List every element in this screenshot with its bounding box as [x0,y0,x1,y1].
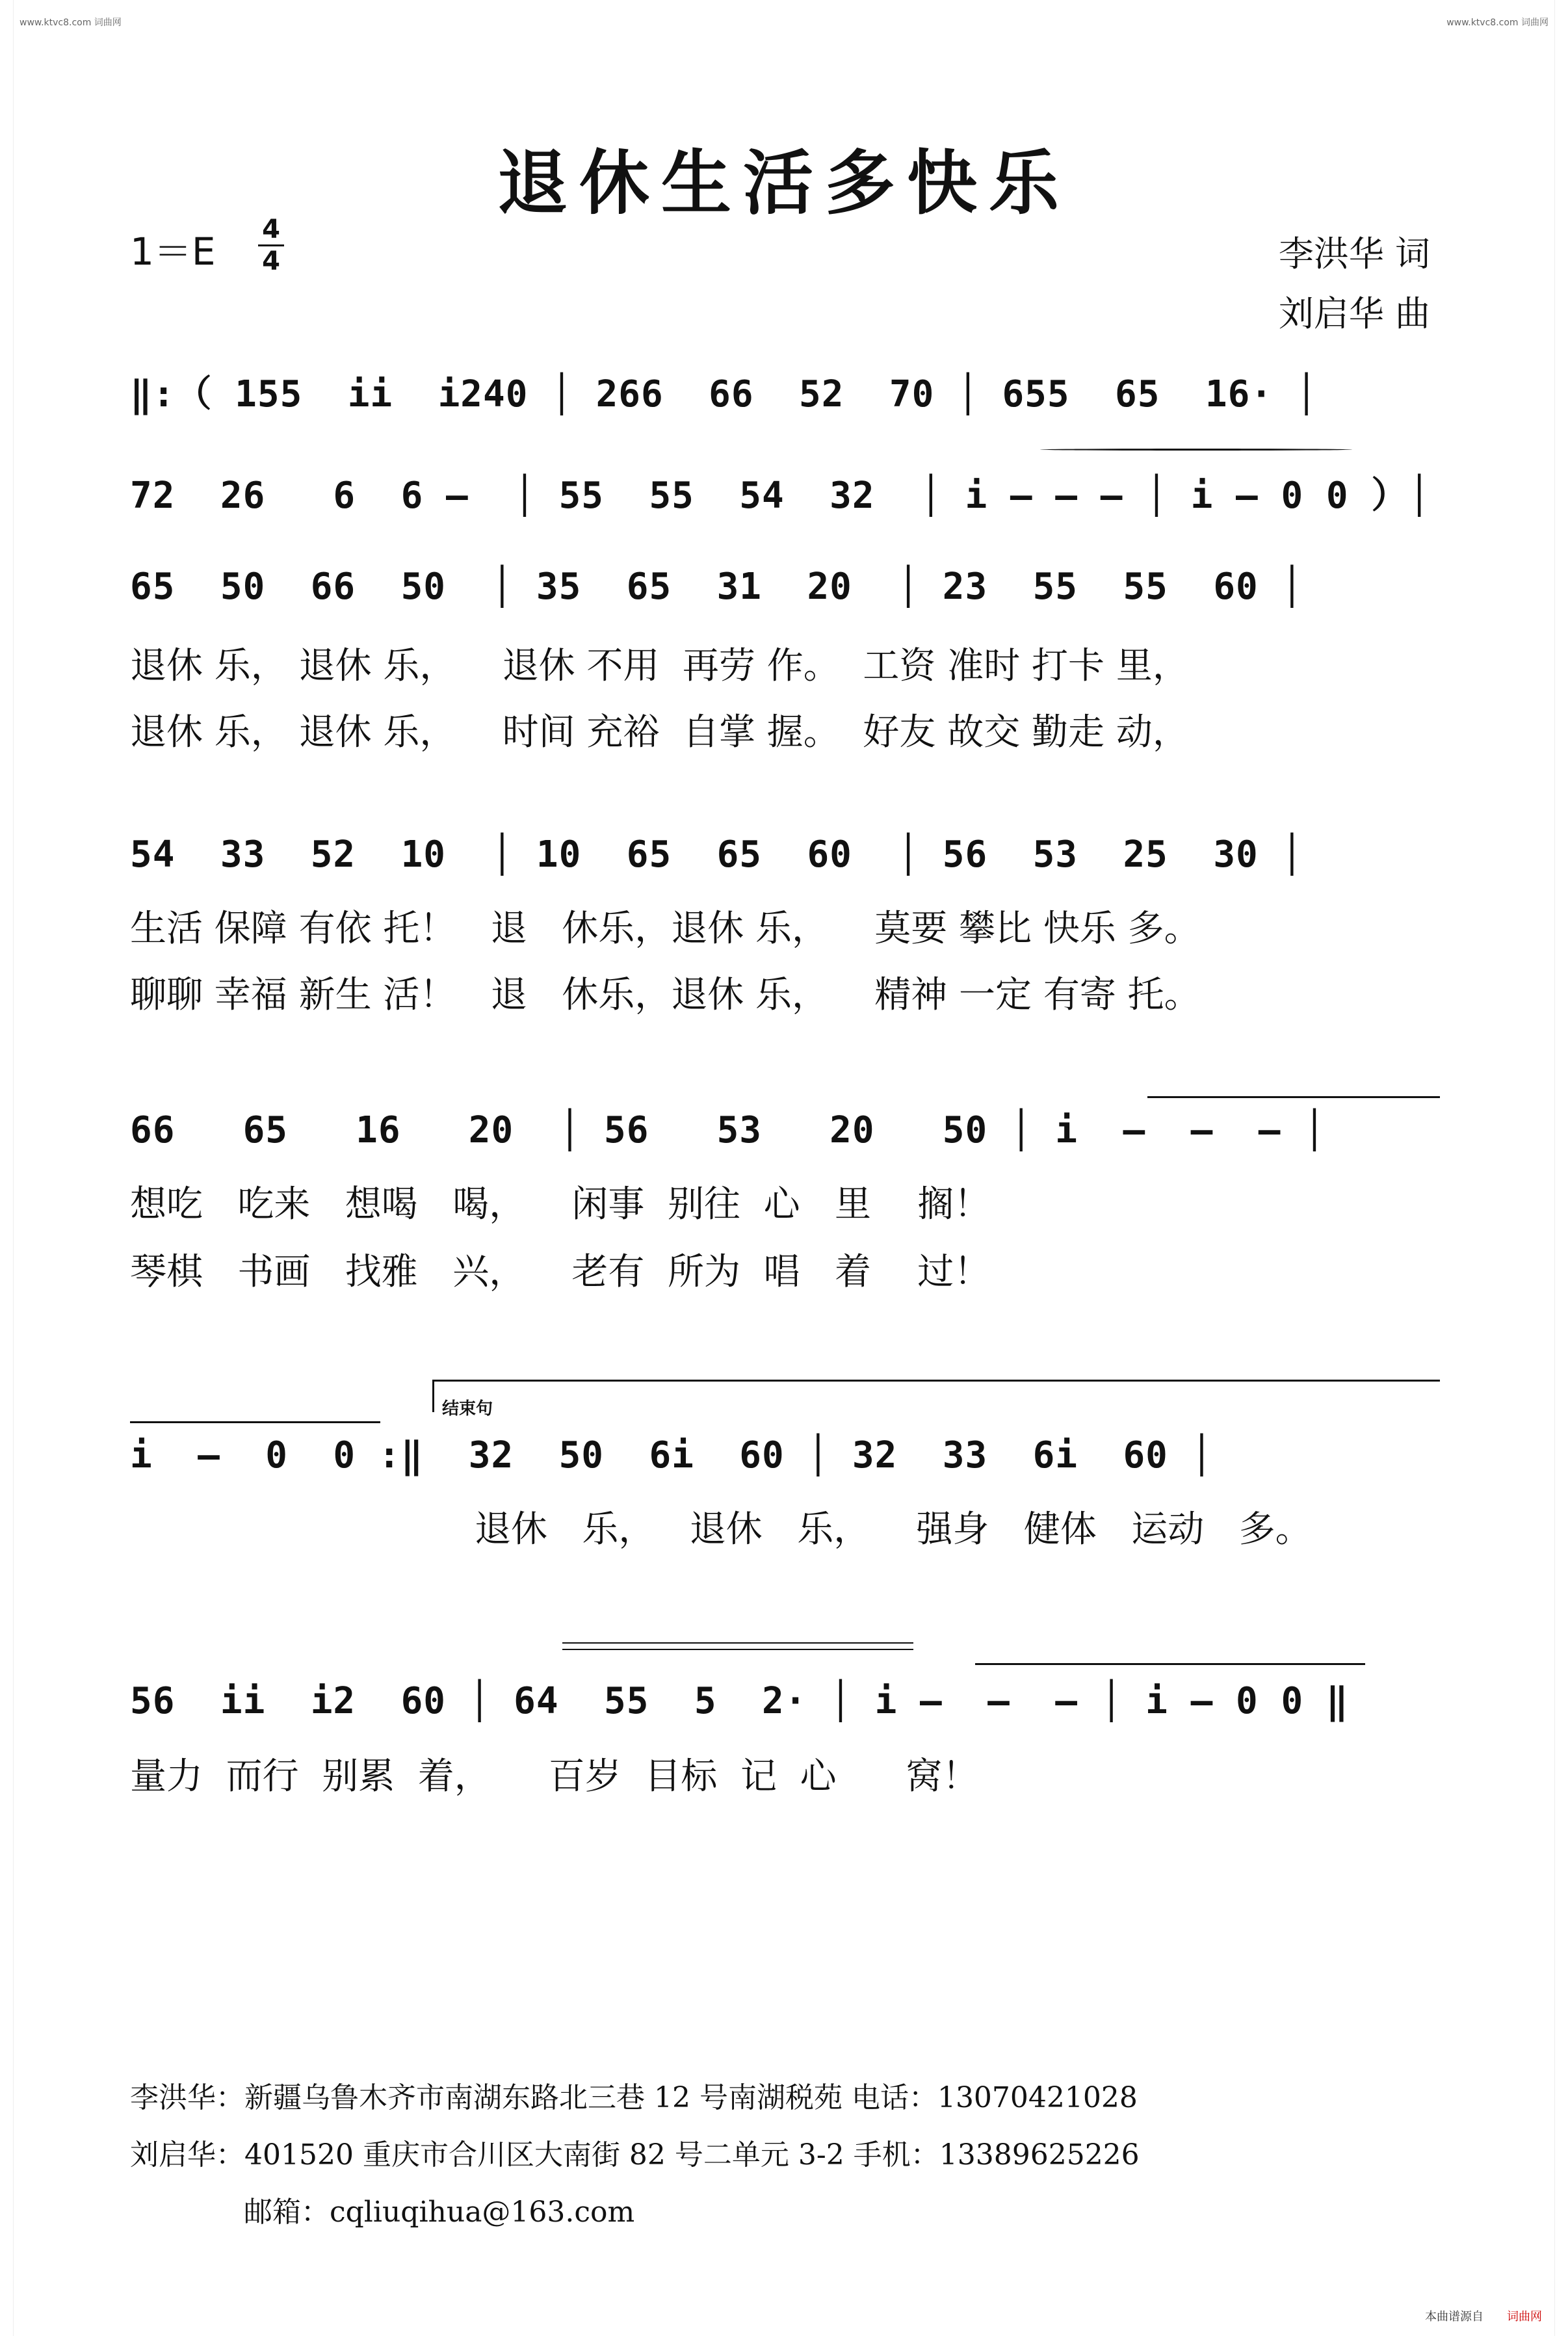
notation-line-3: 65 50 66 50 │ 35 65 31 20 │ 23 55 55 60 │ [130,566,1304,608]
ending-label: 结束句 [442,1399,493,1419]
ending-bracket-line [432,1380,1440,1382]
left-border-strip [0,0,14,2336]
tie-arc-3 [130,1421,380,1423]
crescendo-line-1 [562,1642,913,1644]
tie-arc-2 [1147,1096,1440,1098]
meter-bottom: 4 [262,246,280,276]
lyrics-verse2-line1: 退休 乐， 退休 乐， 时间 充裕 自掌 握。 好友 故交 勤走 动， [130,711,1189,754]
notation-line-6: i – 0 0 :‖ 32 50 6i 60 │ 32 33 6i 60 │ [130,1434,1214,1476]
key-signature: 1＝E [130,230,216,274]
right-border-strip [1554,0,1568,2336]
site-badge: 词曲网 [1507,2310,1542,2324]
site-watermark-right: www.ktvc8.com 词曲网 [1446,18,1548,28]
crescendo-line-2 [562,1649,913,1650]
footer-lyricist-contact: 李洪华：新疆乌鲁木齐市南湖东路北三巷 12 号南湖税苑 电话：13070421028 [130,2081,1138,2114]
time-signature [258,216,284,275]
notation-line-2: 72 26 6 6 – │ 55 55 54 32 │ i – – – │ i – 0 0 ）│ [130,475,1431,517]
lyrics-verse1-line3: 想吃 吃来 想喝 喝， 闲事 别往 心 里 搁！ [130,1183,991,1226]
footer-email: 邮箱：cqliuqihua@163.com [244,2196,635,2229]
lyrics-ending-line1: 退休 乐， 退休 乐， 强身 健体 运动 多。 [475,1508,1312,1551]
notation-line-4: 54 33 52 10 │ 10 65 65 60 │ 56 53 25 30 │ [130,833,1304,876]
ending-bracket-hook [432,1380,434,1412]
footer-composer-contact: 刘启华：401520 重庆市合川区大南街 82 号二单元 3-2 手机：13389625226 [130,2138,1140,2172]
composer-credit: 刘启华 曲 [1278,293,1430,334]
site-watermark-left: www.ktvc8.com 词曲网 [20,18,122,28]
meter-top: 4 [262,215,280,244]
notation-line-1: ‖:（ 155 ii i240 │ 266 66 52 70 │ 655 65 16· │ [130,373,1318,415]
lyricist-credit: 李洪华 词 [1278,233,1430,274]
notation-line-5: 66 65 16 20 │ 56 53 20 50 │ i – – – │ [130,1109,1326,1151]
source-badge: 本曲谱源自 [1425,2310,1483,2324]
lyrics-verse1-line2: 生活 保障 有依 托！ 退 休乐，退休 乐， 莫要 攀比 快乐 多。 [130,908,1201,950]
lyrics-ending-line2: 量力 而行 别累 着， 百岁 目标 记 心 窝！ [130,1755,979,1798]
tie-arc-1 [1040,449,1352,451]
song-title: 退休生活多快乐 [497,142,1071,224]
notation-line-7: 56 ii i2 60 │ 64 55 5 2· │ i – – – │ i – 0 0 ‖ [130,1680,1349,1722]
lyrics-verse2-line3: 琴棋 书画 找雅 兴， 老有 所为 唱 着 过！ [130,1251,991,1293]
lyrics-verse1-line1: 退休 乐， 退休 乐， 退休 不用 再劳 作。 工资 准时 打卡 里， [130,645,1189,687]
lyrics-verse2-line2: 聊聊 幸福 新生 活！ 退 休乐，退休 乐， 精神 一定 有寄 托。 [130,974,1201,1016]
tie-arc-4 [975,1663,1365,1665]
